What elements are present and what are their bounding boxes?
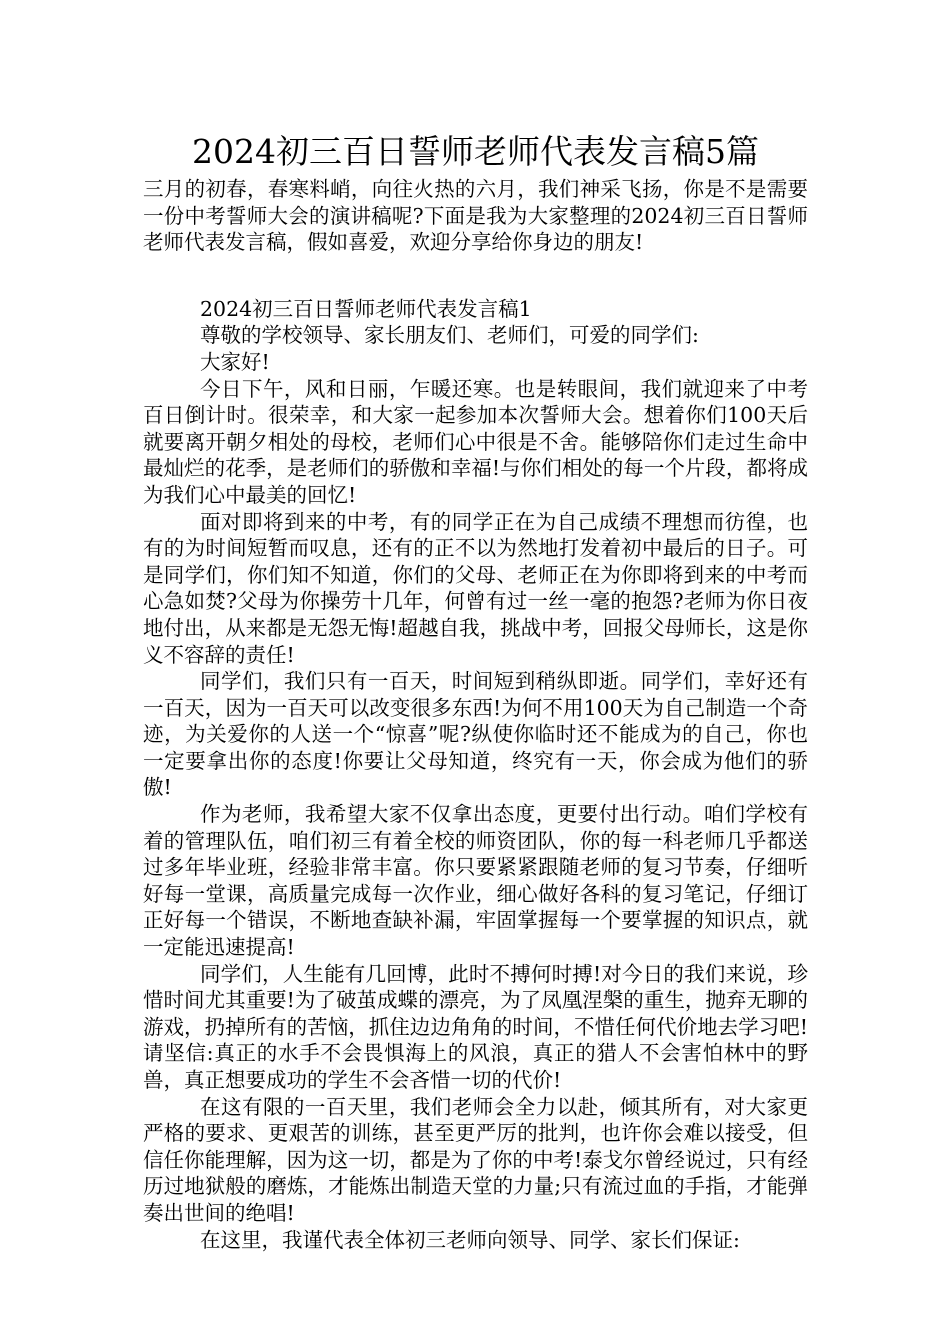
body-paragraph: 在这里，我谨代表全体初三老师向领导、同学、家长们保证: <box>200 1227 740 1252</box>
body-paragraph: 面对即将到来的中考，有的同学正在为自己成绩不理想而彷徨，也有的为时间短暂而叹息，还有的正不以为然地打发着初中最后的日子。可是同学们，你们知不知道，你们的父母、老师正在为你即将到来的中考而心急如焚?父母为你操劳十几年，何曾有过一丝一毫的抱怨?老师为你日夜地付出，从来都是无怨无悔!超越自我，挑战中考，回报父母师长，这是你义不容辞的责任! <box>143 509 808 667</box>
section-spacer <box>143 256 808 296</box>
body-paragraph: 作为老师，我希望大家不仅拿出态度，更要付出行动。咱们学校有着的管理队伍，咱们初三有着全校的师资团队，你的每一科老师几乎都送过多年毕业班，经验非常丰富。你只要紧紧跟随老师的复习节奏，仔细听好每一堂课，高质量完成每一次作业，细心做好各科的复习笔记，仔细订正好每一个错误，不断地查缺补漏，牢固掌握每一个要掌握的知识点，就一定能迅速提高! <box>143 802 808 960</box>
section-heading: 2024初三百日誓师老师代表发言稿1 <box>200 296 532 321</box>
body-paragraph: 同学们，我们只有一百天，时间短到稍纵即逝。同学们，幸好还有一百天，因为一百天可以改变很多东西!为何不用100天为自己制造一个奇迹，为关爱你的人送一个“惊喜”呢?纵使你临时还不能成为的自己，你也一定要拿出你的态度!你要让父母知道，终究有一天，你会成为他们的骄傲! <box>143 669 808 800</box>
intro-paragraph: 三月的初春，春寒料峭，向往火热的六月，我们神采飞扬，你是不是需要一份中考誓师大会的演讲稿呢?下面是我为大家整理的2024初三百日誓师老师代表发言稿，假如喜爱，欢迎分享给你身边的朋友! <box>143 177 808 255</box>
body-paragraph: 在这有限的一百天里，我们老师会全力以赴，倾其所有，对大家更严格的要求、更艰苦的训练，甚至更严厉的批判，也许你会难以接受，但信任你能理解，因为这一切，都是为了你的中考!泰戈尔曾经说过，只有经历过地狱般的磨炼，才能炼出制造天堂的力量;只有流过血的手指，才能弹奏出世间的绝唱! <box>143 1094 808 1225</box>
body-paragraph: 同学们，人生能有几回博，此时不搏何时搏!对今日的我们来说，珍惜时间尤其重要!为了破茧成蝶的漂亮，为了凤凰涅槃的重生，抛弃无聊的游戏，扔掉所有的苦恼，抓住边边角角的时间，不惜任何代价地去学习吧!请坚信:真正的水手不会畏惧海上的风浪，真正的猎人不会害怕林中的野兽，真正想要成功的学生不会吝惜一切的代价! <box>143 961 808 1092</box>
body-paragraph: 今日下午，风和日丽，乍暖还寒。也是转眼间，我们就迎来了中考百日倒计时。很荣幸，和大家一起参加本次誓师大会。想着你们100天后就要离开朝夕相处的母校，老师们心中很是不舍。能够陪你们走过生命中最灿烂的花季，是老师们的骄傲和幸福!与你们相处的每一个片段，都将成为我们心中最美的回忆! <box>143 376 808 507</box>
document-title: 2024初三百日誓师老师代表发言稿5篇 <box>192 132 759 171</box>
salutation-paragraph: 尊敬的学校领导、家长朋友们、老师们，可爱的同学们: <box>200 323 699 348</box>
greeting-paragraph: 大家好! <box>200 349 270 374</box>
document-page <box>143 128 808 1253</box>
